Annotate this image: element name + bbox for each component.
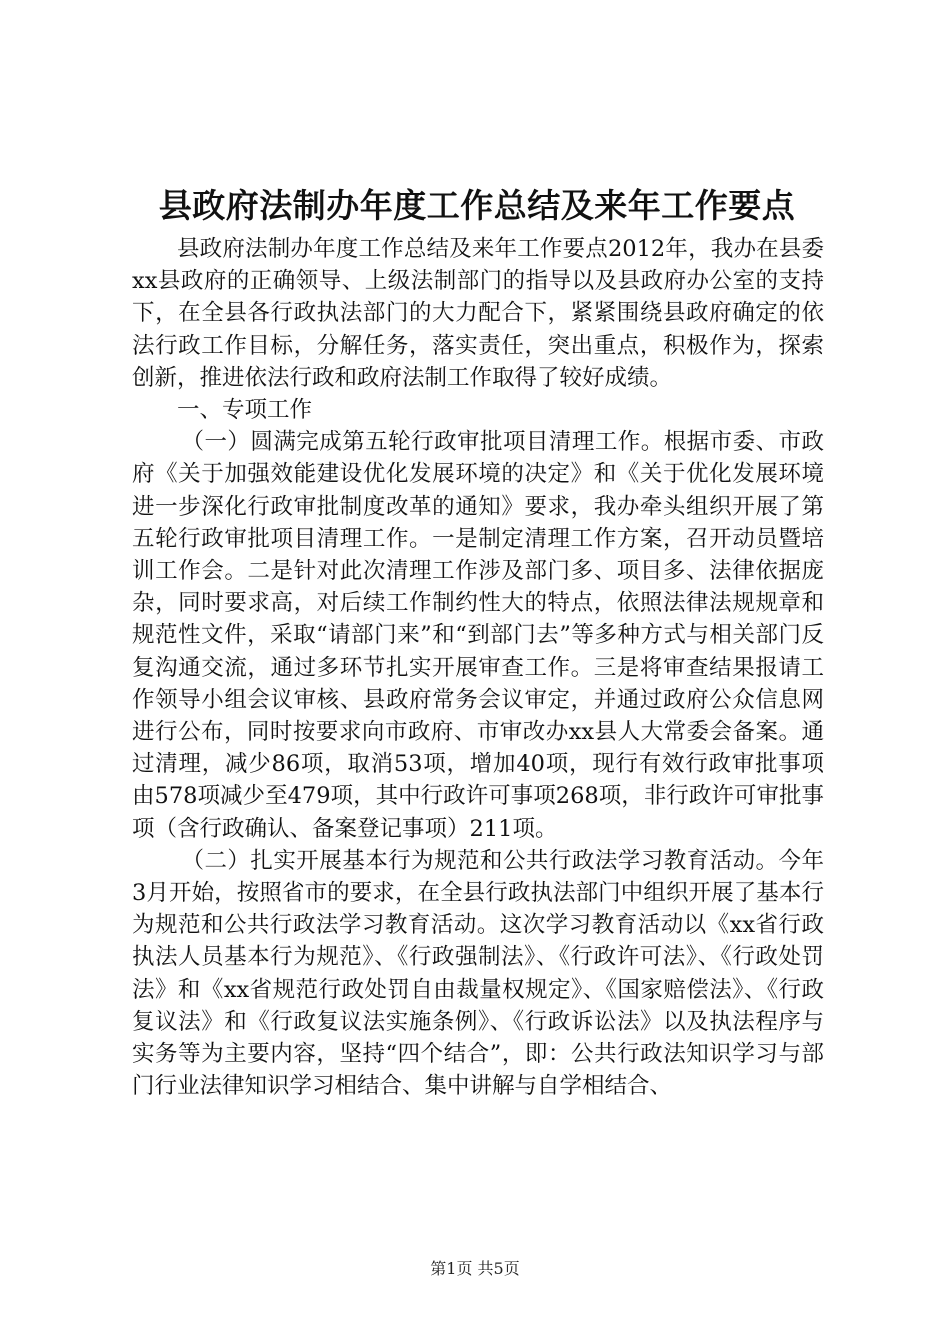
intro-paragraph: 县政府法制办年度工作总结及来年工作要点2012年，我办在县委xx县政府的正确领导、上级法制部门的指导以及县政府办公室的支持下，在全县各行政执法部门的大力配合下，紧紧围绕县政府确定的依法行政工作目标，分解任务，落实责任，突出重点，积极作为，探索创新，推进依法行政和政府法制工作取得了较好成绩。 <box>132 236 824 391</box>
section-heading: 一、专项工作 <box>177 397 313 424</box>
document-title: 县政府法制办年度工作总结及来年工作要点 <box>158 186 796 225</box>
page-number-footer: 第1页 共5页 <box>430 1259 520 1278</box>
document-body <box>132 233 824 1102</box>
item-1-paragraph: （一）圆满完成第五轮行政审批项目清理工作。根据市委、市政府《关于加强效能建设优化发展环境的决定》和《关于优化发展环境进一步深化行政审批制度改革的通知》要求，我办牵头组织开展了第五轮行政审批项目清理工作。一是制定清理工作方案，召开动员暨培训工作会。二是针对此次清理工作涉及部门多、项目多、法律依据庞杂，同时要求高，对后续工作制约性大的特点，依照法律法规规章和规范性文件，采取“请部门来”和“到部门去”等多种方式与相关部门反复沟通交流，通过多环节扎实开展审查工作。三是将审查结果报请工作领导小组会议审核、县政府常务会议审定，并通过政府公众信息网进行公布，同时按要求向市政府、市审改办xx县人大常委会备案。通过清理，减少86项，取消53项，增加40项，现行有效行政审批事项由578项减少至479项，其中行政许可事项268项，非行政许可审批事项（含行政确认、备案登记事项）211项。 <box>132 429 824 842</box>
item-2-paragraph: （二）扎实开展基本行为规范和公共行政法学习教育活动。今年3月开始，按照省市的要求，在全县行政执法部门中组织开展了基本行为规范和公共行政法学习教育活动。这次学习教育活动以《xx省行政执法人员基本行为规范》、《行政强制法》、《行政许可法》、《行政处罚法》和《xx省规范行政处罚自由裁量权规定》、《国家赔偿法》、《行政复议法》和《行政复议法实施条例》、《行政诉讼法》以及执法程序与实务等为主要内容，坚持“四个结合”，即：公共行政法知识学习与部门行业法律知识学习相结合、集中讲解与自学相结合、 <box>132 847 824 1100</box>
